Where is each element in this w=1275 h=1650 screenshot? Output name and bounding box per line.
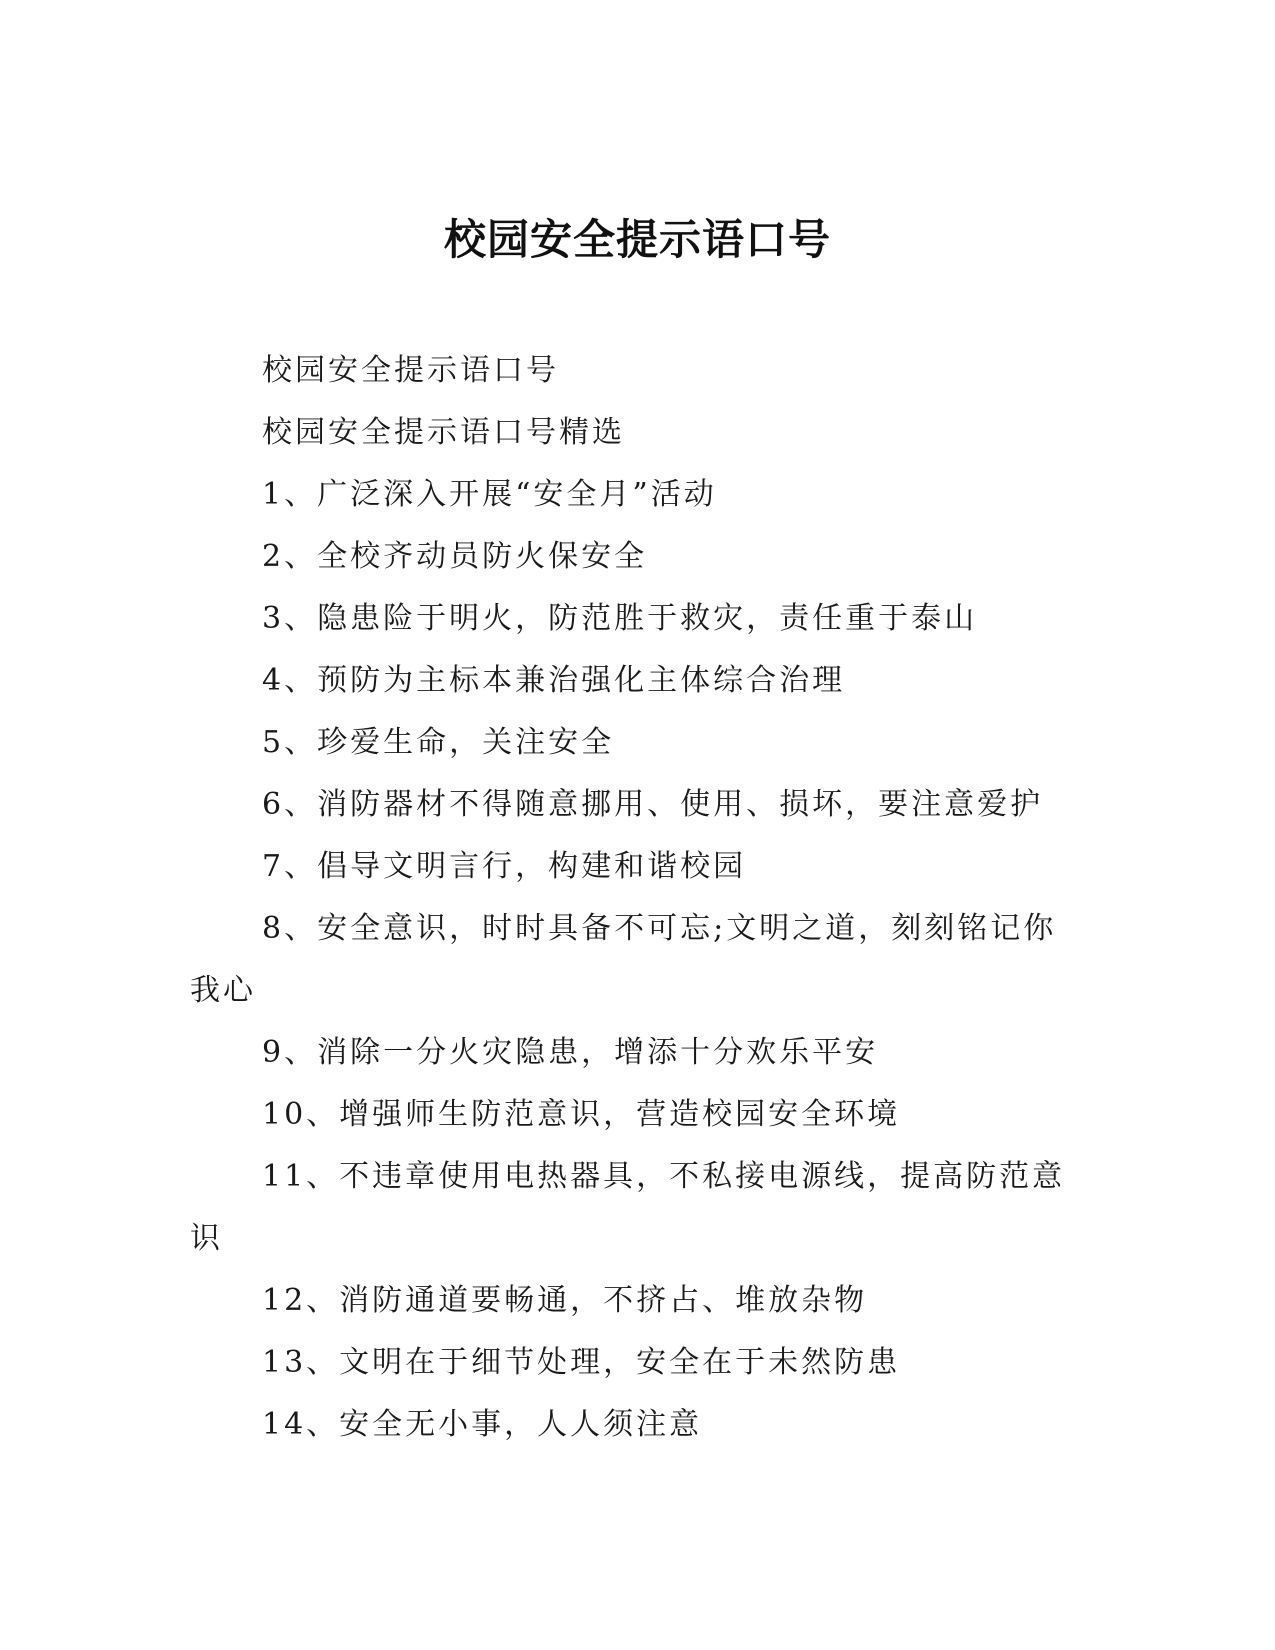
slogan-item: 7、倡导文明言行，构建和谐校园 (262, 849, 747, 884)
slogan-item: 2、全校齐动员防火保安全 (262, 539, 648, 574)
slogan-item: 5、珍爱生命，关注安全 (262, 725, 615, 760)
slogan-item: 12、消防通道要畅通，不挤占、堆放杂物 (262, 1283, 868, 1318)
slogan-item: 4、预防为主标本兼治强化主体综合治理 (262, 663, 846, 698)
paragraph: 校园安全提示语口号精选 (262, 415, 625, 450)
slogan-item: 14、安全无小事，人人须注意 (262, 1407, 703, 1442)
slogan-item: 9、消除一分火灾隐患，增添十分欢乐平安 (262, 1035, 879, 1070)
document-body (190, 340, 1066, 1456)
paragraph: 校园安全提示语口号 (262, 353, 559, 388)
slogan-item-line2: 我心 (190, 973, 256, 1008)
slogan-item-line1: 8、安全意识，时时具备不可忘;文明之道，刻刻铭记你 (262, 911, 1057, 946)
slogan-item-line1: 11、不违章使用电热器具，不私接电源线，提高防范意 (262, 1159, 1066, 1194)
document-title: 校园安全提示语口号 (443, 215, 831, 264)
slogan-item: 1、广泛深入开展“安全月”活动 (262, 477, 717, 512)
slogan-item: 3、隐患险于明火，防范胜于救灾，责任重于泰山 (262, 601, 978, 636)
slogan-item: 10、增强师生防范意识，营造校园安全环境 (262, 1097, 901, 1132)
slogan-item-line2: 识 (190, 1221, 223, 1256)
slogan-item: 13、文明在于细节处理，安全在于未然防患 (262, 1345, 901, 1380)
slogan-item: 6、消防器材不得随意挪用、使用、损坏，要注意爱护 (262, 787, 1044, 822)
